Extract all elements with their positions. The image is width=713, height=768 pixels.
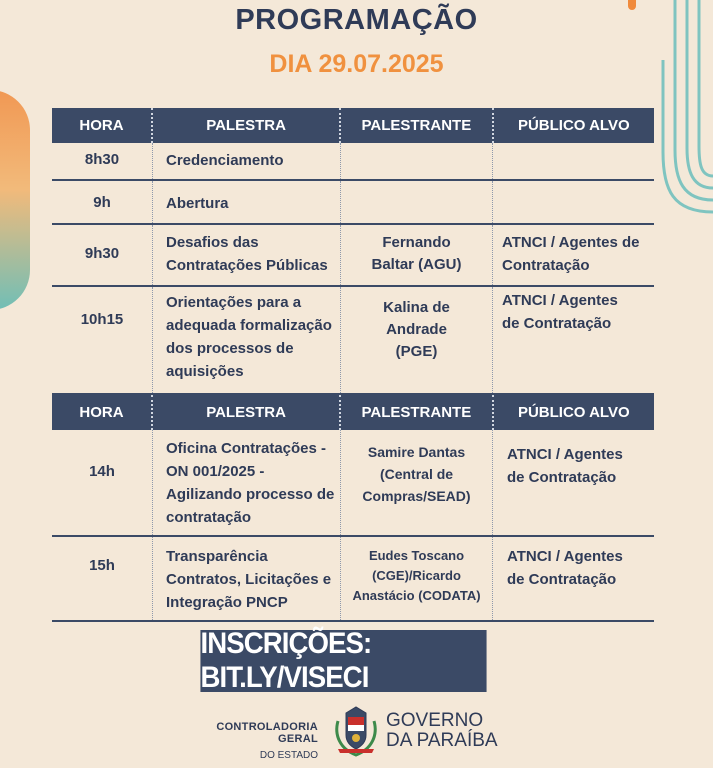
table-row (52, 225, 654, 287)
text-line: (Central de (379, 466, 454, 482)
gov-line-2: DA PARAÍBA (386, 730, 498, 751)
text-line: contratação (166, 509, 252, 526)
header-palestra: PALESTRA (151, 395, 339, 430)
text-line: de Contratação (507, 571, 617, 588)
text-line: de Contratação (507, 469, 617, 486)
government-logo-text (386, 711, 498, 751)
text-line: Andrade (386, 321, 447, 338)
text-line: Fernando (382, 234, 451, 251)
header-publico-alvo: PÚBLICO ALVO (492, 395, 654, 430)
text-line: Oficina Contratações - (166, 440, 327, 457)
table-row (52, 287, 654, 395)
text-line: ON 001/2025 - (166, 463, 265, 480)
text-line: Integração PNCP (166, 594, 288, 611)
cell-publico (492, 225, 654, 285)
text-line: Agilizando processo de (166, 486, 335, 503)
text-line: Samire Dantas (367, 444, 466, 460)
cell-palestra (152, 430, 340, 535)
header-hora: HORA (79, 404, 124, 421)
text-line: Anastácio (CODATA) (352, 588, 481, 603)
text-line: ATNCI / Agentes de (502, 234, 640, 251)
cell-palestra (152, 181, 340, 223)
registration-banner[interactable]: INSCRIÇÕES: BIT.LY/VISECI (200, 630, 486, 692)
text-line: Transparência (166, 548, 268, 565)
text-line: ATNCI / Agentes (507, 548, 623, 565)
cell-hora: 9h (93, 194, 111, 211)
table-row (52, 143, 654, 181)
text-line: de Contratação (502, 315, 612, 332)
text-line: Baltar (AGU) (371, 256, 462, 273)
org-line-1: CONTROLADORIA GERAL (216, 721, 318, 745)
cell-palestrante (340, 430, 492, 535)
event-date: DIA 29.07.2025 (269, 50, 444, 78)
table-row (52, 430, 654, 537)
table-header (52, 108, 654, 143)
text-line: aquisições (166, 363, 244, 380)
gov-line-1: GOVERNO (386, 710, 484, 731)
text-line: adequada formalização (166, 317, 332, 334)
state-seal-icon (332, 705, 380, 757)
text-line: Orientações para a (166, 294, 302, 311)
text-line: ATNCI / Agentes (507, 446, 623, 463)
table-row (52, 181, 654, 225)
cell-hora: 15h (89, 557, 115, 574)
cell-palestrante (340, 287, 492, 393)
page-title: PROGRAMAÇÃO (235, 4, 478, 36)
cell-palestra (152, 225, 340, 285)
text-line: dos processos de (166, 340, 294, 357)
text-line: Contratações Públicas (166, 257, 328, 274)
cell-palestra (152, 143, 340, 179)
decorative-gradient-left (0, 90, 30, 310)
schedule-table (52, 108, 654, 622)
header-publico-alvo: PÚBLICO ALVO (492, 108, 654, 143)
cge-logo-text (188, 721, 318, 761)
cell-hora: 9h30 (84, 245, 120, 262)
cell-hora: 14h (89, 463, 115, 480)
cell-publico (492, 287, 654, 393)
cell-palestrante (340, 225, 492, 285)
cell-publico (492, 537, 654, 620)
text-line: Kalina de (383, 299, 450, 316)
header-hora: HORA (79, 117, 124, 134)
cell-palestrante (340, 143, 492, 179)
cell-publico (492, 430, 654, 535)
cell-palestrante (340, 537, 492, 620)
header-palestra: PALESTRA (151, 108, 339, 143)
text-line: (PGE) (395, 343, 438, 360)
table-header-repeat (52, 395, 654, 430)
text-line: Contratos, Licitações e (166, 571, 332, 588)
header-palestrante: PALESTRANTE (339, 395, 491, 430)
cell-hora: 8h30 (84, 151, 120, 168)
text-line: ATNCI / Agentes (502, 292, 618, 309)
cell-palestrante (340, 181, 492, 223)
header-palestrante: PALESTRANTE (339, 108, 491, 143)
text-line: (CGE)/Ricardo (372, 568, 461, 583)
text-line: Desafios das (166, 234, 259, 251)
table-row (52, 537, 654, 622)
cell-palestra (152, 537, 340, 620)
text-line: Credenciamento (166, 152, 284, 169)
cell-publico (492, 181, 654, 223)
org-line-2: DO ESTADO (259, 750, 318, 761)
cell-publico (492, 143, 654, 179)
text-line: Eudes Toscano (368, 548, 465, 563)
cell-palestra (152, 287, 340, 393)
text-line: Compras/SEAD) (362, 488, 471, 504)
text-line: Contratação (502, 257, 590, 274)
cell-hora: 10h15 (80, 311, 124, 328)
text-line: Abertura (166, 195, 229, 212)
